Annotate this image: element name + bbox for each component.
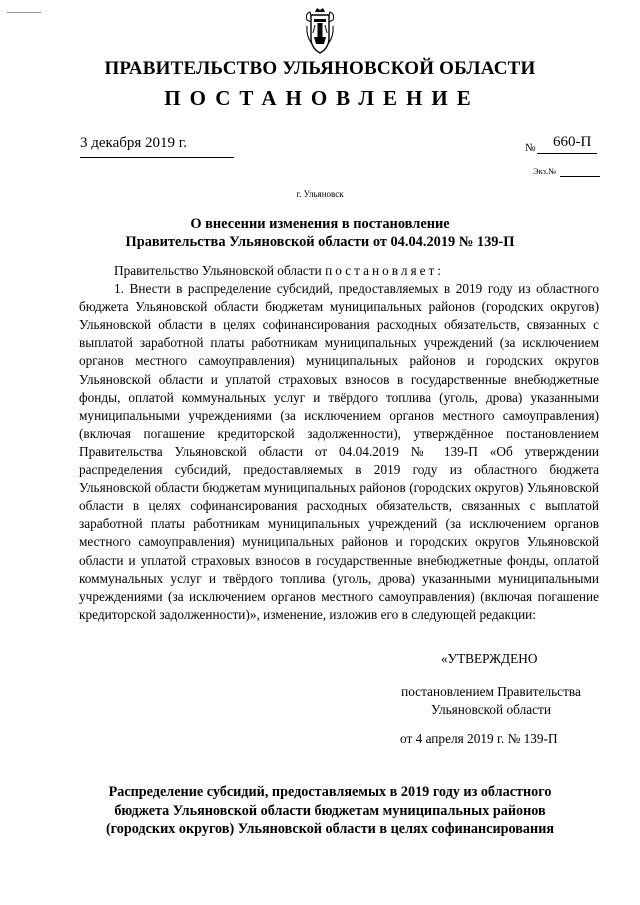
distribution-title-line: Распределение субсидий, предоставляемых в 2019 году из областного: [108, 784, 552, 800]
intro-paragraph: [79, 262, 599, 280]
document-date: 3 декабря 2019 г.: [80, 135, 187, 151]
number-underline: [537, 153, 597, 154]
copy-number-label: Экз.№: [533, 166, 557, 176]
intro-subject: Правительство Ульяновской области: [114, 263, 322, 278]
corner-mark: [7, 12, 41, 13]
document-type: ПОСТАНОВЛЕНИЕ: [164, 86, 480, 110]
coat-of-arms-icon: [303, 6, 337, 56]
subject-line: Правительства Ульяновской области от 04.04.2019 № 139-П: [125, 234, 515, 250]
approval-date: от 4 апреля 2019 г. № 139-П: [400, 731, 558, 746]
date-underline: [80, 157, 234, 158]
government-title: ПРАВИТЕЛЬСТВО УЛЬЯНОВСКОЙ ОБЛАСТИ: [104, 58, 536, 79]
city: г. Ульяновск: [296, 189, 344, 199]
document-body: [79, 262, 599, 624]
distribution-title: [70, 783, 590, 839]
copy-number-underline: [560, 176, 600, 177]
subject-line: О внесении изменения в постановление: [190, 216, 450, 232]
approval-line: Ульяновской области: [431, 702, 551, 717]
approval-resolution: [380, 683, 602, 719]
paragraph-1: 1. Внести в распределение субсидий, предоставляемых в 2019 году из областного бюджета Ульяновской области бюджетам муниципальных районов (городских округов) Ульяновской области в целях софинансирования расходных обязательств, связанных с выплатой заработной платы работникам муниципальных учреждений (за исключением органов местного самоуправления) муниципальных районов и городских округов Ульяновской области и уплатой страховых взносов в государственные внебюджетные фонды, оплатой коммунальных услуг и твёрдого топлива (уголь, дрова) указанными муниципальными учреждениями (за исключением органов местного самоуправления) (включая погашение кредиторской задолженности), утверждённое постановлением Правительства Ульяновской области от 04.04.2019 № 139-П «Об утверждении распределения субсидий, предоставляемых в 2019 году из областного бюджета Ульяновской области бюджетам муниципальных районов (городских округов) Ульяновской области в целях софинансирования расходных обязательств, связанных с выплатой заработной платы работникам муниципальных учреждений (за исключением органов местного самоуправления) муниципальных районов и городских округов Ульяновской области и уплатой страховых взносов в государственные внебюджетные фонды, оплатой коммунальных услуг и твёрдого топлива (уголь, дрова) указанными муниципальными учреждениями (за исключением органов местного самоуправления) (включая погашение кредиторской задолженности)», изменение, изложив его в следующей редакции:: [79, 281, 599, 622]
intro-verb: постановляет:: [325, 263, 444, 278]
approval-stamp: «УТВЕРЖДЕНО: [441, 651, 538, 666]
number-sign: №: [525, 142, 536, 154]
distribution-title-line: бюджета Ульяновской области бюджетам муниципальных районов: [114, 802, 546, 819]
document-number: 660-П: [553, 134, 592, 150]
document-subject: [0, 215, 640, 251]
distribution-title-line: (городских округов) Ульяновской области в целях софинансирования: [105, 821, 555, 837]
approval-line: постановлением Правительства: [401, 684, 581, 699]
